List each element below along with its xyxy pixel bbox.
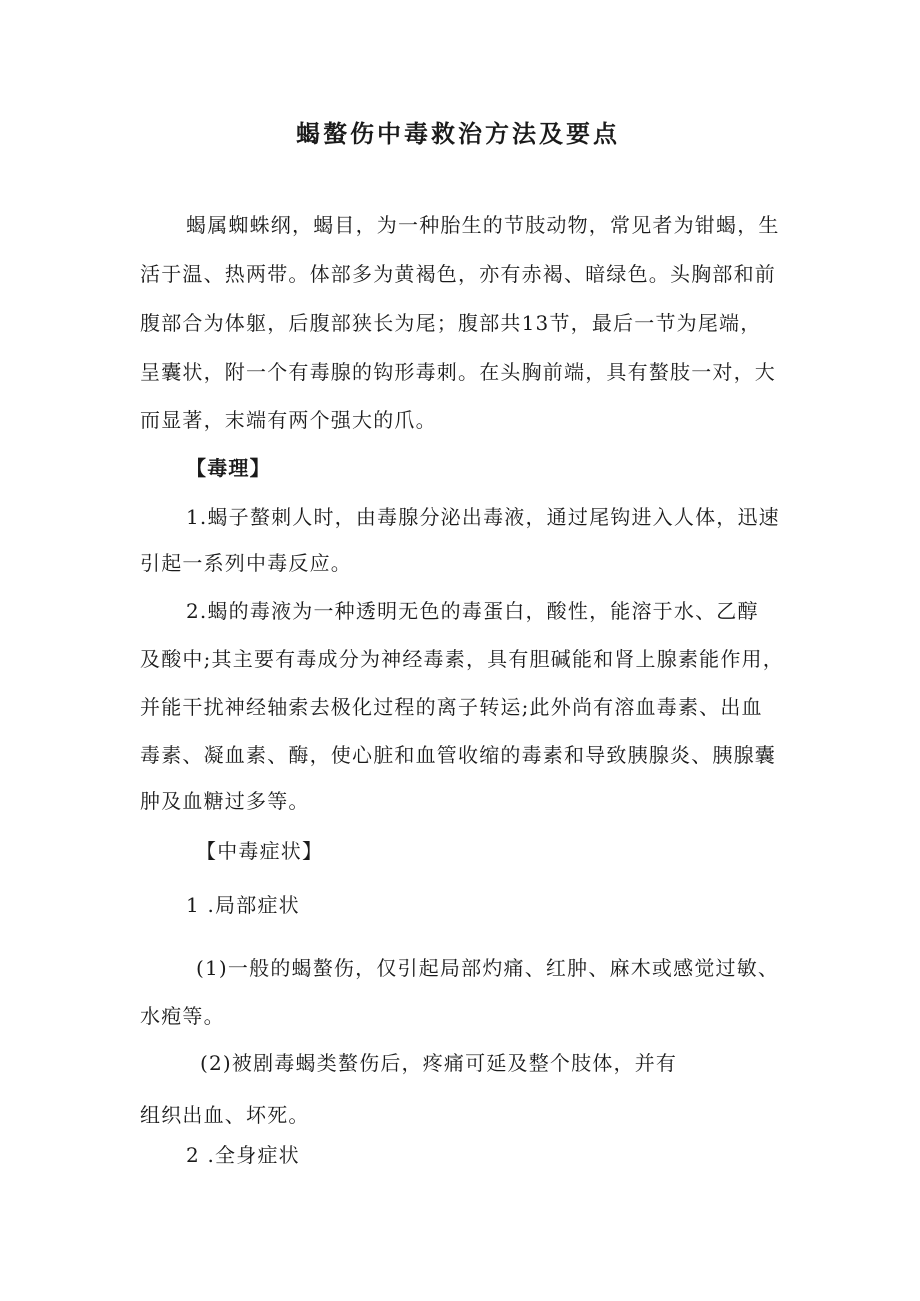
systemic-symptoms-heading: 2 .全身症状 — [186, 1143, 300, 1167]
intro-line-1: 蝎属蜘蛛纲，蝎目，为一种胎生的节肢动物，常见者为钳蝎，生 — [186, 213, 780, 237]
local-symptom-item-1-line-2: 水疱等。 — [140, 1004, 225, 1028]
toxicology-point-2-line-4: 毒素、凝血素、酶，使心脏和血管收缩的毒素和导致胰腺炎、胰腺囊 — [140, 743, 776, 767]
intro-line-2: 活于温、热两带。体部多为黄褐色，亦有赤褐、暗绿色。头胸部和前 — [140, 262, 776, 286]
local-symptom-item-2-line-1: (2)被剧毒蝎类螯伤后，疼痛可延及整个肢体，并有 — [200, 1051, 678, 1075]
local-symptoms-heading: 1 .局部症状 — [186, 893, 300, 917]
section-heading-toxicology: 【毒理】 — [186, 456, 271, 480]
toxicology-point-2-line-1: 2.蝎的毒液为一种透明无色的毒蛋白，酸性，能溶于水、乙醇 — [186, 599, 759, 623]
local-symptom-item-2-line-2: 组织出血、坏死。 — [140, 1103, 310, 1127]
toxicology-point-2-line-2: 及酸中;其主要有毒成分为神经毒素，具有胆碱能和肾上腺素能作用， — [140, 647, 784, 671]
intro-line-5: 而显著，末端有两个强大的爪。 — [140, 408, 437, 432]
intro-line-4: 呈囊状，附一个有毒腺的钩形毒刺。在头胸前端，具有螯肢一对，大 — [140, 360, 776, 384]
toxicology-point-2-line-3: 并能干扰神经轴索去极化过程的离子转运;此外尚有溶血毒素、出血 — [140, 695, 763, 719]
section-heading-symptoms: 【中毒症状】 — [196, 839, 324, 863]
toxicology-point-2-line-5: 肿及血糖过多等。 — [140, 789, 310, 813]
local-symptom-item-1-line-1: (1)一般的蝎螯伤，仅引起局部灼痛、红肿、麻木或感觉过敏、 — [196, 956, 780, 980]
intro-line-3: 腹部合为体躯，后腹部狭长为尾；腹部共13节，最后一节为尾端， — [140, 311, 762, 335]
toxicology-point-1-line-2: 引起一系列中毒反应。 — [140, 551, 352, 575]
document-title: 蝎螯伤中毒救治方法及要点 — [296, 119, 620, 148]
toxicology-point-1-line-1: 1.蝎子螯刺人时，由毒腺分泌出毒液，通过尾钩进入人体，迅速 — [186, 505, 780, 529]
